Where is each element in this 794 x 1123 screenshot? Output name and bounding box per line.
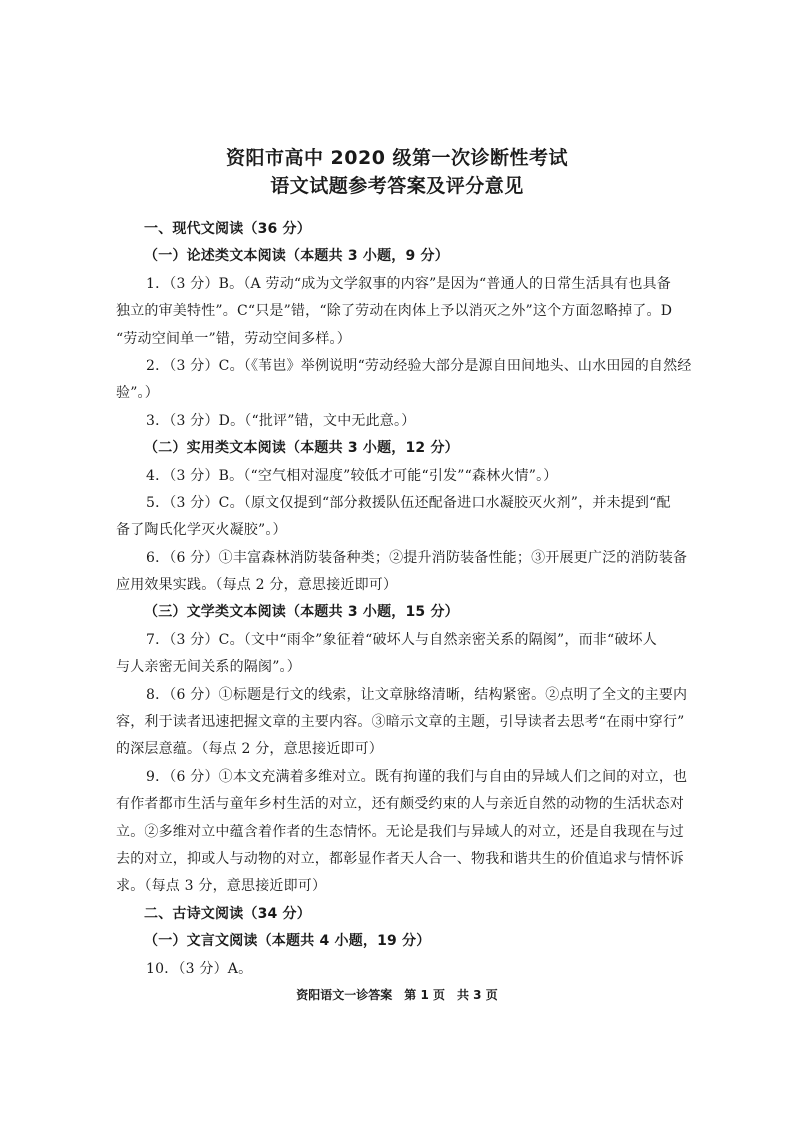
answer-line: 备了陶氏化学灭火凝胶”。） (116, 522, 287, 539)
document-title: 资阳市高中 2020 级第一次诊断性考试 (225, 147, 569, 169)
answer-line: 3．（3 分）D。（“批评”错，文中无此意。） (146, 412, 416, 429)
section-heading: （一）文言文阅读（本题共 4 小题，19 分） (144, 933, 431, 950)
answer-body (116, 216, 692, 983)
page-footer: 资阳语文一诊答案 第 1 页 共 3 页 (296, 988, 498, 1002)
answer-line: 去的对立，抑或人与动物的对立，都彰显作者天人合一、物我和谐共生的价值追求与情怀诉 (116, 850, 684, 867)
section-heading: 二、古诗文阅读（34 分） (144, 905, 311, 922)
section-heading: 一、现代文阅读（36 分） (144, 221, 311, 237)
answer-line: 的深层意蕴。（每点 2 分，意思接近即可） (116, 741, 384, 758)
answer-line: 7．（3 分）C。（文中“雨伞”象征着“破坏人与自然亲密关系的隔阂”，而非“破坏人 (146, 631, 657, 648)
answer-line: 独立的审美特性”。C“只是”错，“除了劳动在肉体上予以消灭之外”这个方面忽略掉了。D (116, 303, 673, 320)
answer-line: 5．（3 分）C。（原文仅提到“部分救援队伍还配备进口水凝胶灭火剂”，并未提到“配 (146, 494, 671, 511)
section-heading: （二）实用类文本阅读（本题共 3 小题，12 分） (144, 440, 459, 457)
answer-line: 8．（6 分）①标题是行文的线索，让文章脉络清晰，结构紧密。②点明了全文的主要内 (146, 686, 688, 703)
document-subtitle: 语文试题参考答案及评分意见 (270, 175, 524, 197)
answer-line: 有作者都市生活与童年乡村生活的对立，还有颇受约束的人与亲近自然的动物的生活状态对 (116, 796, 684, 813)
answer-line: “劳动空间单一”错，劳动空间多样。） (116, 330, 351, 347)
answer-line: 与人亲密无间关系的隔阂”。） (116, 659, 301, 676)
answer-line: 容，利于读者迅速把握文章的主要内容。③暗示文章的主题，引导读者去思考“在雨中穿行” (116, 714, 685, 731)
answer-line: 求。（每点 3 分，意思接近即可） (116, 878, 327, 895)
answer-line: 6．（6 分）①丰富森林消防装备种类；②提升消防装备性能；③开展更广泛的消防装备 (146, 549, 688, 566)
answer-line: 应用效果实践。（每点 2 分，意思接近即可） (116, 577, 398, 594)
answer-line: 9．（6 分）①本文充满着多维对立。既有拘谨的我们与自由的异域人们之间的对立，也 (146, 768, 688, 785)
answer-line: 2．（3 分）C。（《苇岜》举例说明“劳动经验大部分是源自田间地头、山水田园的自然经 (146, 357, 692, 374)
section-heading: （一）论述类文本阅读（本题共 3 小题，9 分） (144, 248, 449, 265)
answer-line: 立。②多维对立中蕴含着作者的生态情怀。无论是我们与异域人的对立，还是自我现在与过 (116, 823, 684, 840)
answer-line: 验”。） (116, 385, 159, 402)
answer-line: 1．（3 分）B。（A 劳动“成为文学叙事的内容”是因为“普通人的日常生活具有也具备 (146, 275, 671, 292)
answer-line: 4．（3 分）B。（“空气相对湿度”较低才可能“引发”“森林火情”。） (146, 467, 558, 484)
answer-line: 10．（3 分）A。 (146, 960, 253, 977)
section-heading: （三）文学类文本阅读（本题共 3 小题，15 分） (144, 604, 459, 621)
